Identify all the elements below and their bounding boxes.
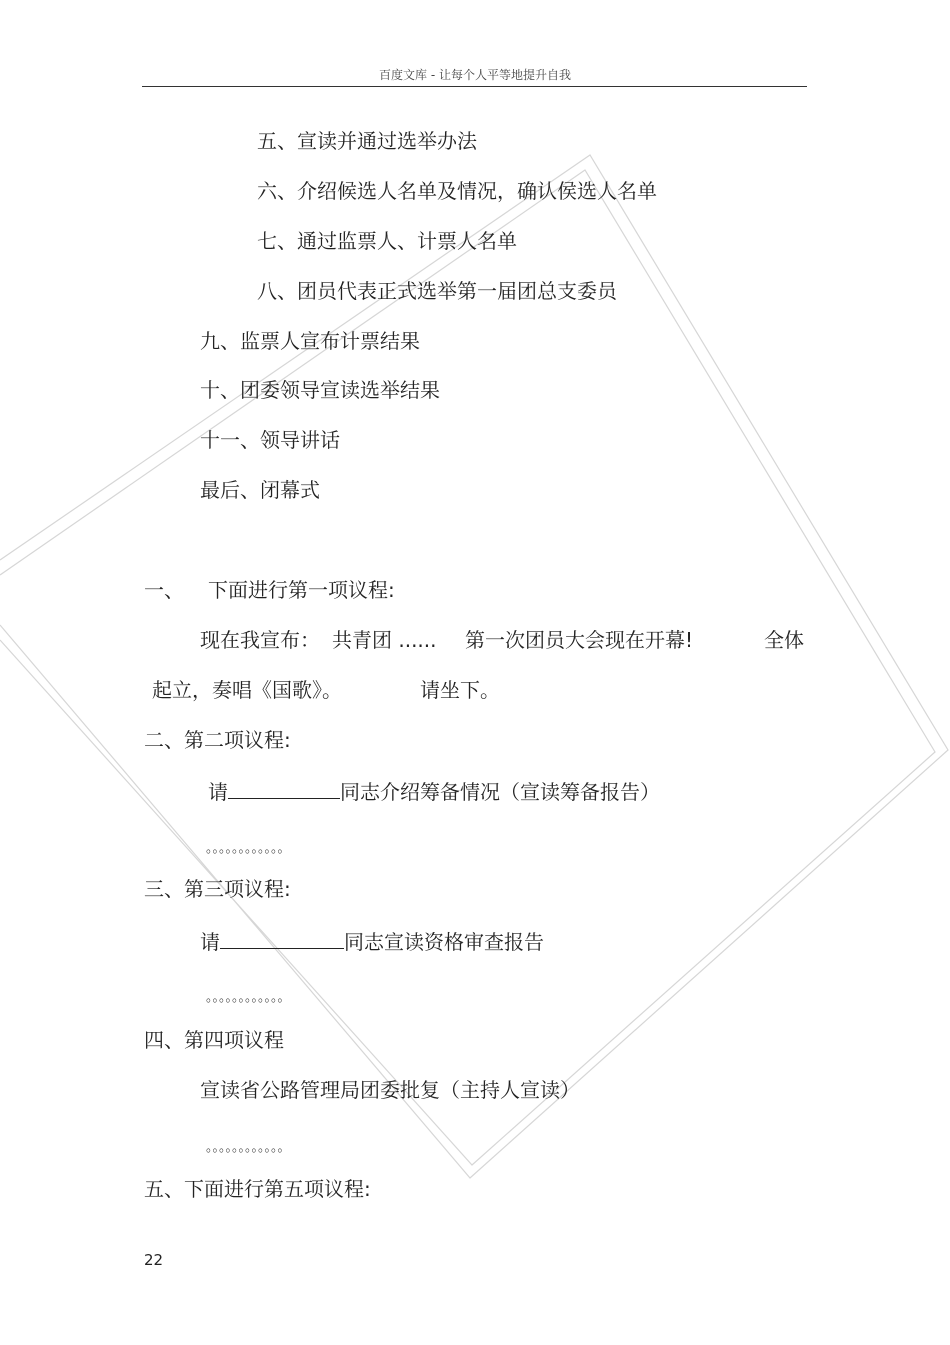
item3-prefix: 请 [200, 930, 220, 954]
item3-body [200, 928, 544, 954]
agenda-item-9: 九、监票人宣布计票结果 [200, 329, 420, 353]
item3-name-blank[interactable] [220, 928, 344, 949]
item5-title: 五、下面进行第五项议程: [144, 1177, 371, 1201]
page-number: 22 [144, 1251, 164, 1269]
item1-text-b: 共青团 ...... [332, 628, 437, 652]
item4-dots: 。。。。。。。。。。。。 [206, 1140, 291, 1155]
item1-number: 一、 [144, 578, 184, 602]
item3-dots: 。。。。。。。。。。。。 [206, 990, 291, 1005]
item2-dots: 。。。。。。。。。。。。 [206, 841, 291, 856]
item1-text-a: 现在我宣布： [200, 628, 320, 652]
item4-body: 宣读省公路管理局团委批复（主持人宣读） [200, 1078, 580, 1102]
agenda-item-last: 最后、闭幕式 [200, 478, 320, 502]
agenda-item-10: 十、团委领导宣读选举结果 [200, 378, 440, 402]
item1-text-f: 请坐下。 [420, 678, 500, 702]
item3-suffix: 同志宣读资格审查报告 [344, 930, 544, 954]
item1-text-e: 起立，奏唱《国歌》。 [152, 678, 342, 702]
agenda-item-11: 十一、领导讲话 [200, 428, 340, 452]
item3-title: 三、第三项议程: [144, 877, 291, 901]
item2-title: 二、第二项议程: [144, 728, 291, 752]
agenda-item-5: 五、宣读并通过选举办法 [257, 129, 477, 153]
item4-title: 四、第四项议程 [144, 1028, 284, 1052]
item1-text-c: 第一次团员大会现在开幕! [465, 628, 694, 652]
item1-text-d: 全体 [764, 628, 804, 652]
page-header: 百度文库 - 让每个人平等地提升自我 [379, 68, 571, 82]
item2-prefix: 请 [208, 780, 228, 804]
agenda-item-8: 八、团员代表正式选举第一届团总支委员 [257, 279, 617, 303]
agenda-item-7: 七、通过监票人、计票人名单 [257, 229, 517, 253]
item2-body [208, 778, 660, 804]
item2-suffix: 同志介绍筹备情况（宣读筹备报告） [340, 780, 660, 804]
item2-name-blank[interactable] [228, 778, 340, 799]
agenda-item-6: 六、介绍候选人名单及情况，确认侯选人名单 [257, 179, 657, 203]
item1-title: 下面进行第一项议程: [208, 578, 395, 602]
